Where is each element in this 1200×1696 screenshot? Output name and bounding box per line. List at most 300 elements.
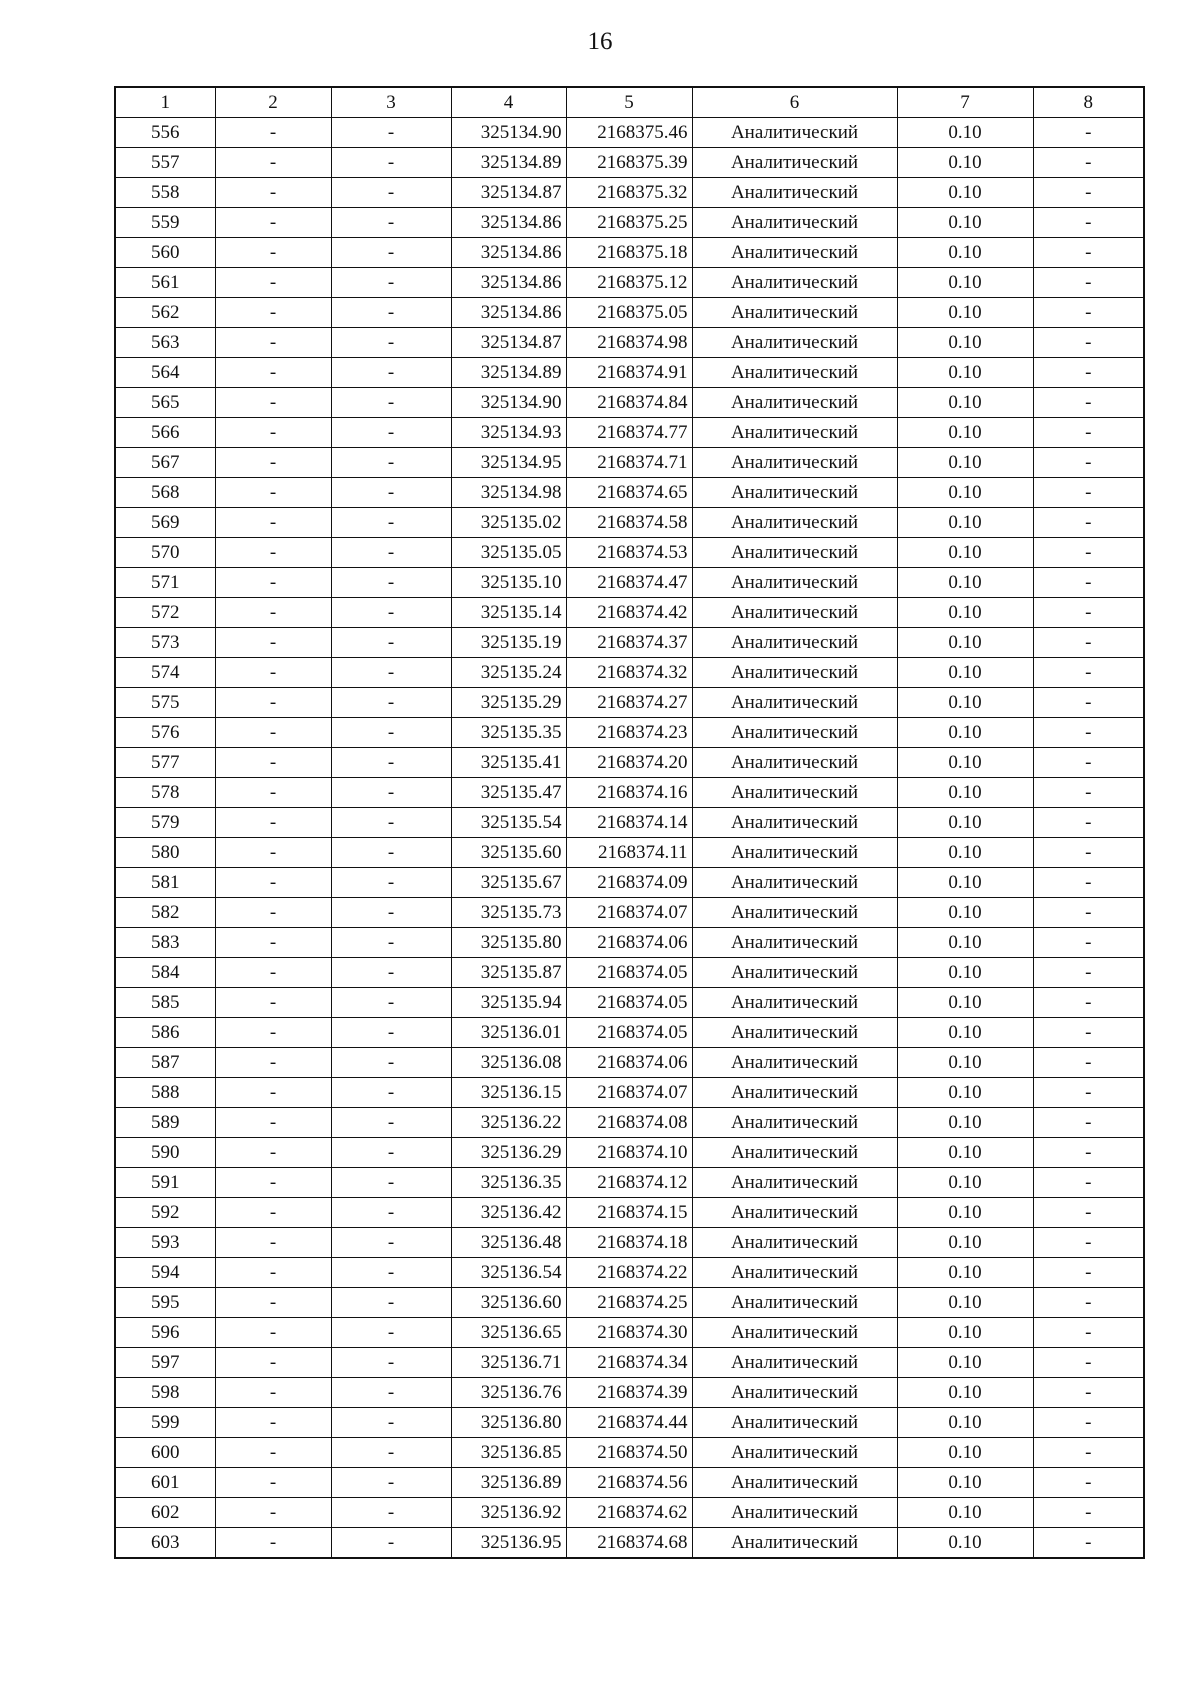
accuracy-cell: 0.10 bbox=[897, 898, 1033, 928]
col8-cell: - bbox=[1033, 658, 1144, 688]
col2-cell: - bbox=[215, 1048, 331, 1078]
point-number-cell: 597 bbox=[115, 1348, 215, 1378]
y-coordinate-cell: 2168374.10 bbox=[566, 1138, 692, 1168]
point-number-cell: 571 bbox=[115, 568, 215, 598]
col2-cell: - bbox=[215, 1498, 331, 1528]
point-number-cell: 558 bbox=[115, 178, 215, 208]
x-coordinate-cell: 325135.60 bbox=[451, 838, 566, 868]
accuracy-cell: 0.10 bbox=[897, 1018, 1033, 1048]
method-cell: Аналитический bbox=[692, 1408, 897, 1438]
table-row bbox=[115, 958, 1144, 988]
method-cell: Аналитический bbox=[692, 1258, 897, 1288]
x-coordinate-cell: 325134.93 bbox=[451, 418, 566, 448]
y-coordinate-cell: 2168374.71 bbox=[566, 448, 692, 478]
x-coordinate-cell: 325135.10 bbox=[451, 568, 566, 598]
accuracy-cell: 0.10 bbox=[897, 478, 1033, 508]
x-coordinate-cell: 325136.15 bbox=[451, 1078, 566, 1108]
table-row bbox=[115, 1438, 1144, 1468]
col2-cell: - bbox=[215, 1198, 331, 1228]
method-cell: Аналитический bbox=[692, 1378, 897, 1408]
table-row bbox=[115, 1048, 1144, 1078]
point-number-cell: 574 bbox=[115, 658, 215, 688]
col8-cell: - bbox=[1033, 1108, 1144, 1138]
accuracy-cell: 0.10 bbox=[897, 1228, 1033, 1258]
col2-cell: - bbox=[215, 1078, 331, 1108]
table-row bbox=[115, 1078, 1144, 1108]
x-coordinate-cell: 325136.85 bbox=[451, 1438, 566, 1468]
col2-cell: - bbox=[215, 568, 331, 598]
y-coordinate-cell: 2168374.62 bbox=[566, 1498, 692, 1528]
col8-cell: - bbox=[1033, 358, 1144, 388]
col3-cell: - bbox=[331, 388, 451, 418]
col8-cell: - bbox=[1033, 178, 1144, 208]
y-coordinate-cell: 2168374.15 bbox=[566, 1198, 692, 1228]
col2-cell: - bbox=[215, 1228, 331, 1258]
method-cell: Аналитический bbox=[692, 298, 897, 328]
col3-cell: - bbox=[331, 1228, 451, 1258]
point-number-cell: 578 bbox=[115, 778, 215, 808]
method-cell: Аналитический bbox=[692, 688, 897, 718]
col2-cell: - bbox=[215, 1528, 331, 1559]
x-coordinate-cell: 325136.76 bbox=[451, 1378, 566, 1408]
col3-cell: - bbox=[331, 508, 451, 538]
column-header-5: 5 bbox=[566, 87, 692, 118]
col3-cell: - bbox=[331, 1198, 451, 1228]
col3-cell: - bbox=[331, 718, 451, 748]
table-row bbox=[115, 718, 1144, 748]
y-coordinate-cell: 2168374.14 bbox=[566, 808, 692, 838]
col8-cell: - bbox=[1033, 898, 1144, 928]
col8-cell: - bbox=[1033, 988, 1144, 1018]
accuracy-cell: 0.10 bbox=[897, 538, 1033, 568]
table-row bbox=[115, 598, 1144, 628]
col8-cell: - bbox=[1033, 208, 1144, 238]
method-cell: Аналитический bbox=[692, 1078, 897, 1108]
col8-cell: - bbox=[1033, 1498, 1144, 1528]
col8-cell: - bbox=[1033, 298, 1144, 328]
col3-cell: - bbox=[331, 418, 451, 448]
table-row bbox=[115, 1498, 1144, 1528]
col8-cell: - bbox=[1033, 838, 1144, 868]
col8-cell: - bbox=[1033, 688, 1144, 718]
x-coordinate-cell: 325135.87 bbox=[451, 958, 566, 988]
accuracy-cell: 0.10 bbox=[897, 1258, 1033, 1288]
col2-cell: - bbox=[215, 208, 331, 238]
table-row bbox=[115, 1168, 1144, 1198]
point-number-cell: 566 bbox=[115, 418, 215, 448]
table-body bbox=[115, 118, 1144, 1559]
accuracy-cell: 0.10 bbox=[897, 268, 1033, 298]
column-header-1: 1 bbox=[115, 87, 215, 118]
table-row bbox=[115, 388, 1144, 418]
col8-cell: - bbox=[1033, 1288, 1144, 1318]
accuracy-cell: 0.10 bbox=[897, 1198, 1033, 1228]
col2-cell: - bbox=[215, 1378, 331, 1408]
method-cell: Аналитический bbox=[692, 898, 897, 928]
col3-cell: - bbox=[331, 568, 451, 598]
y-coordinate-cell: 2168375.12 bbox=[566, 268, 692, 298]
x-coordinate-cell: 325136.54 bbox=[451, 1258, 566, 1288]
table-row bbox=[115, 658, 1144, 688]
x-coordinate-cell: 325135.35 bbox=[451, 718, 566, 748]
accuracy-cell: 0.10 bbox=[897, 868, 1033, 898]
table-header-row bbox=[115, 87, 1144, 118]
accuracy-cell: 0.10 bbox=[897, 1048, 1033, 1078]
point-number-cell: 595 bbox=[115, 1288, 215, 1318]
method-cell: Аналитический bbox=[692, 718, 897, 748]
x-coordinate-cell: 325136.01 bbox=[451, 1018, 566, 1048]
y-coordinate-cell: 2168374.22 bbox=[566, 1258, 692, 1288]
col2-cell: - bbox=[215, 1438, 331, 1468]
table-row bbox=[115, 808, 1144, 838]
col8-cell: - bbox=[1033, 1378, 1144, 1408]
y-coordinate-cell: 2168374.25 bbox=[566, 1288, 692, 1318]
col8-cell: - bbox=[1033, 928, 1144, 958]
x-coordinate-cell: 325134.86 bbox=[451, 238, 566, 268]
table-row bbox=[115, 748, 1144, 778]
table-row bbox=[115, 628, 1144, 658]
accuracy-cell: 0.10 bbox=[897, 748, 1033, 778]
column-header-4: 4 bbox=[451, 87, 566, 118]
col2-cell: - bbox=[215, 1288, 331, 1318]
point-number-cell: 562 bbox=[115, 298, 215, 328]
col8-cell: - bbox=[1033, 388, 1144, 418]
col3-cell: - bbox=[331, 1138, 451, 1168]
y-coordinate-cell: 2168374.44 bbox=[566, 1408, 692, 1438]
x-coordinate-cell: 325135.14 bbox=[451, 598, 566, 628]
col2-cell: - bbox=[215, 448, 331, 478]
col3-cell: - bbox=[331, 1018, 451, 1048]
method-cell: Аналитический bbox=[692, 238, 897, 268]
accuracy-cell: 0.10 bbox=[897, 448, 1033, 478]
col2-cell: - bbox=[215, 1468, 331, 1498]
table-row bbox=[115, 688, 1144, 718]
y-coordinate-cell: 2168374.58 bbox=[566, 508, 692, 538]
col8-cell: - bbox=[1033, 598, 1144, 628]
col8-cell: - bbox=[1033, 1228, 1144, 1258]
method-cell: Аналитический bbox=[692, 838, 897, 868]
col2-cell: - bbox=[215, 1318, 331, 1348]
col8-cell: - bbox=[1033, 538, 1144, 568]
col2-cell: - bbox=[215, 1138, 331, 1168]
col8-cell: - bbox=[1033, 1048, 1144, 1078]
col3-cell: - bbox=[331, 1378, 451, 1408]
y-coordinate-cell: 2168374.20 bbox=[566, 748, 692, 778]
col3-cell: - bbox=[331, 118, 451, 148]
col2-cell: - bbox=[215, 598, 331, 628]
col2-cell: - bbox=[215, 988, 331, 1018]
x-coordinate-cell: 325134.90 bbox=[451, 118, 566, 148]
point-number-cell: 581 bbox=[115, 868, 215, 898]
table-row bbox=[115, 1528, 1144, 1559]
y-coordinate-cell: 2168375.32 bbox=[566, 178, 692, 208]
col8-cell: - bbox=[1033, 1078, 1144, 1108]
table-row bbox=[115, 1258, 1144, 1288]
col3-cell: - bbox=[331, 658, 451, 688]
x-coordinate-cell: 325135.02 bbox=[451, 508, 566, 538]
method-cell: Аналитический bbox=[692, 388, 897, 418]
accuracy-cell: 0.10 bbox=[897, 598, 1033, 628]
accuracy-cell: 0.10 bbox=[897, 1438, 1033, 1468]
col3-cell: - bbox=[331, 958, 451, 988]
accuracy-cell: 0.10 bbox=[897, 358, 1033, 388]
col3-cell: - bbox=[331, 208, 451, 238]
column-header-8: 8 bbox=[1033, 87, 1144, 118]
y-coordinate-cell: 2168374.47 bbox=[566, 568, 692, 598]
col3-cell: - bbox=[331, 778, 451, 808]
page-number: 16 bbox=[587, 28, 613, 55]
accuracy-cell: 0.10 bbox=[897, 628, 1033, 658]
y-coordinate-cell: 2168374.42 bbox=[566, 598, 692, 628]
col3-cell: - bbox=[331, 1468, 451, 1498]
point-number-cell: 556 bbox=[115, 118, 215, 148]
method-cell: Аналитический bbox=[692, 958, 897, 988]
y-coordinate-cell: 2168374.11 bbox=[566, 838, 692, 868]
col3-cell: - bbox=[331, 898, 451, 928]
col3-cell: - bbox=[331, 988, 451, 1018]
x-coordinate-cell: 325135.19 bbox=[451, 628, 566, 658]
accuracy-cell: 0.10 bbox=[897, 958, 1033, 988]
col2-cell: - bbox=[215, 658, 331, 688]
y-coordinate-cell: 2168374.06 bbox=[566, 928, 692, 958]
col2-cell: - bbox=[215, 178, 331, 208]
point-number-cell: 569 bbox=[115, 508, 215, 538]
col8-cell: - bbox=[1033, 1258, 1144, 1288]
col2-cell: - bbox=[215, 628, 331, 658]
accuracy-cell: 0.10 bbox=[897, 418, 1033, 448]
col2-cell: - bbox=[215, 688, 331, 718]
column-header-6: 6 bbox=[692, 87, 897, 118]
accuracy-cell: 0.10 bbox=[897, 568, 1033, 598]
col2-cell: - bbox=[215, 1348, 331, 1378]
accuracy-cell: 0.10 bbox=[897, 1108, 1033, 1138]
col2-cell: - bbox=[215, 148, 331, 178]
col8-cell: - bbox=[1033, 1168, 1144, 1198]
method-cell: Аналитический bbox=[692, 208, 897, 238]
col2-cell: - bbox=[215, 388, 331, 418]
point-number-cell: 577 bbox=[115, 748, 215, 778]
method-cell: Аналитический bbox=[692, 928, 897, 958]
x-coordinate-cell: 325135.94 bbox=[451, 988, 566, 1018]
x-coordinate-cell: 325135.47 bbox=[451, 778, 566, 808]
table-row bbox=[115, 988, 1144, 1018]
table-row bbox=[115, 538, 1144, 568]
col3-cell: - bbox=[331, 1348, 451, 1378]
method-cell: Аналитический bbox=[692, 1438, 897, 1468]
method-cell: Аналитический bbox=[692, 808, 897, 838]
point-number-cell: 586 bbox=[115, 1018, 215, 1048]
y-coordinate-cell: 2168374.37 bbox=[566, 628, 692, 658]
y-coordinate-cell: 2168375.18 bbox=[566, 238, 692, 268]
y-coordinate-cell: 2168374.18 bbox=[566, 1228, 692, 1258]
col2-cell: - bbox=[215, 358, 331, 388]
method-cell: Аналитический bbox=[692, 148, 897, 178]
point-number-cell: 565 bbox=[115, 388, 215, 418]
col2-cell: - bbox=[215, 1408, 331, 1438]
col3-cell: - bbox=[331, 1288, 451, 1318]
accuracy-cell: 0.10 bbox=[897, 1348, 1033, 1378]
table-row bbox=[115, 1018, 1144, 1048]
col3-cell: - bbox=[331, 688, 451, 718]
col3-cell: - bbox=[331, 1168, 451, 1198]
point-number-cell: 583 bbox=[115, 928, 215, 958]
column-header-7: 7 bbox=[897, 87, 1033, 118]
col8-cell: - bbox=[1033, 1318, 1144, 1348]
point-number-cell: 580 bbox=[115, 838, 215, 868]
table-row bbox=[115, 358, 1144, 388]
col3-cell: - bbox=[331, 358, 451, 388]
y-coordinate-cell: 2168375.05 bbox=[566, 298, 692, 328]
table-row bbox=[115, 1108, 1144, 1138]
column-header-2: 2 bbox=[215, 87, 331, 118]
table-row bbox=[115, 508, 1144, 538]
method-cell: Аналитический bbox=[692, 1348, 897, 1378]
table-row bbox=[115, 1348, 1144, 1378]
accuracy-cell: 0.10 bbox=[897, 1408, 1033, 1438]
col8-cell: - bbox=[1033, 628, 1144, 658]
method-cell: Аналитический bbox=[692, 178, 897, 208]
col8-cell: - bbox=[1033, 958, 1144, 988]
col2-cell: - bbox=[215, 238, 331, 268]
col8-cell: - bbox=[1033, 268, 1144, 298]
method-cell: Аналитический bbox=[692, 628, 897, 658]
col2-cell: - bbox=[215, 718, 331, 748]
point-number-cell: 564 bbox=[115, 358, 215, 388]
method-cell: Аналитический bbox=[692, 448, 897, 478]
table-row bbox=[115, 928, 1144, 958]
accuracy-cell: 0.10 bbox=[897, 718, 1033, 748]
point-number-cell: 561 bbox=[115, 268, 215, 298]
col2-cell: - bbox=[215, 418, 331, 448]
accuracy-cell: 0.10 bbox=[897, 1138, 1033, 1168]
method-cell: Аналитический bbox=[692, 868, 897, 898]
point-number-cell: 598 bbox=[115, 1378, 215, 1408]
x-coordinate-cell: 325134.87 bbox=[451, 178, 566, 208]
col2-cell: - bbox=[215, 1108, 331, 1138]
table-row bbox=[115, 148, 1144, 178]
point-number-cell: 567 bbox=[115, 448, 215, 478]
accuracy-cell: 0.10 bbox=[897, 688, 1033, 718]
x-coordinate-cell: 325136.80 bbox=[451, 1408, 566, 1438]
point-number-cell: 602 bbox=[115, 1498, 215, 1528]
col8-cell: - bbox=[1033, 1438, 1144, 1468]
accuracy-cell: 0.10 bbox=[897, 1468, 1033, 1498]
x-coordinate-cell: 325135.29 bbox=[451, 688, 566, 718]
col8-cell: - bbox=[1033, 808, 1144, 838]
y-coordinate-cell: 2168374.07 bbox=[566, 898, 692, 928]
method-cell: Аналитический bbox=[692, 598, 897, 628]
y-coordinate-cell: 2168374.34 bbox=[566, 1348, 692, 1378]
y-coordinate-cell: 2168374.08 bbox=[566, 1108, 692, 1138]
method-cell: Аналитический bbox=[692, 268, 897, 298]
accuracy-cell: 0.10 bbox=[897, 328, 1033, 358]
method-cell: Аналитический bbox=[692, 538, 897, 568]
point-number-cell: 592 bbox=[115, 1198, 215, 1228]
col2-cell: - bbox=[215, 928, 331, 958]
point-number-cell: 568 bbox=[115, 478, 215, 508]
x-coordinate-cell: 325136.42 bbox=[451, 1198, 566, 1228]
col2-cell: - bbox=[215, 898, 331, 928]
table-row bbox=[115, 1468, 1144, 1498]
point-number-cell: 587 bbox=[115, 1048, 215, 1078]
point-number-cell: 570 bbox=[115, 538, 215, 568]
accuracy-cell: 0.10 bbox=[897, 298, 1033, 328]
col8-cell: - bbox=[1033, 748, 1144, 778]
col8-cell: - bbox=[1033, 418, 1144, 448]
point-number-cell: 591 bbox=[115, 1168, 215, 1198]
col8-cell: - bbox=[1033, 1468, 1144, 1498]
table-row bbox=[115, 838, 1144, 868]
col8-cell: - bbox=[1033, 718, 1144, 748]
col3-cell: - bbox=[331, 1438, 451, 1468]
accuracy-cell: 0.10 bbox=[897, 1378, 1033, 1408]
method-cell: Аналитический bbox=[692, 1528, 897, 1559]
col3-cell: - bbox=[331, 1258, 451, 1288]
col8-cell: - bbox=[1033, 1138, 1144, 1168]
accuracy-cell: 0.10 bbox=[897, 208, 1033, 238]
y-coordinate-cell: 2168374.32 bbox=[566, 658, 692, 688]
method-cell: Аналитический bbox=[692, 358, 897, 388]
y-coordinate-cell: 2168374.05 bbox=[566, 988, 692, 1018]
col2-cell: - bbox=[215, 1258, 331, 1288]
table-row bbox=[115, 208, 1144, 238]
x-coordinate-cell: 325134.89 bbox=[451, 358, 566, 388]
x-coordinate-cell: 325134.86 bbox=[451, 208, 566, 238]
method-cell: Аналитический bbox=[692, 1498, 897, 1528]
x-coordinate-cell: 325134.95 bbox=[451, 448, 566, 478]
method-cell: Аналитический bbox=[692, 988, 897, 1018]
accuracy-cell: 0.10 bbox=[897, 1168, 1033, 1198]
y-coordinate-cell: 2168374.98 bbox=[566, 328, 692, 358]
y-coordinate-cell: 2168374.30 bbox=[566, 1318, 692, 1348]
method-cell: Аналитический bbox=[692, 1228, 897, 1258]
table-row bbox=[115, 178, 1144, 208]
accuracy-cell: 0.10 bbox=[897, 388, 1033, 418]
method-cell: Аналитический bbox=[692, 1048, 897, 1078]
method-cell: Аналитический bbox=[692, 1318, 897, 1348]
method-cell: Аналитический bbox=[692, 1198, 897, 1228]
accuracy-cell: 0.10 bbox=[897, 1498, 1033, 1528]
col8-cell: - bbox=[1033, 1528, 1144, 1559]
col2-cell: - bbox=[215, 268, 331, 298]
table-row bbox=[115, 568, 1144, 598]
point-number-cell: 559 bbox=[115, 208, 215, 238]
table-row bbox=[115, 328, 1144, 358]
point-number-cell: 603 bbox=[115, 1528, 215, 1559]
accuracy-cell: 0.10 bbox=[897, 928, 1033, 958]
coordinates-table bbox=[114, 86, 1145, 1559]
point-number-cell: 600 bbox=[115, 1438, 215, 1468]
col8-cell: - bbox=[1033, 238, 1144, 268]
accuracy-cell: 0.10 bbox=[897, 808, 1033, 838]
method-cell: Аналитический bbox=[692, 748, 897, 778]
col2-cell: - bbox=[215, 478, 331, 508]
column-header-3: 3 bbox=[331, 87, 451, 118]
point-number-cell: 582 bbox=[115, 898, 215, 928]
point-number-cell: 573 bbox=[115, 628, 215, 658]
x-coordinate-cell: 325135.80 bbox=[451, 928, 566, 958]
x-coordinate-cell: 325136.35 bbox=[451, 1168, 566, 1198]
method-cell: Аналитический bbox=[692, 778, 897, 808]
x-coordinate-cell: 325134.90 bbox=[451, 388, 566, 418]
point-number-cell: 589 bbox=[115, 1108, 215, 1138]
col2-cell: - bbox=[215, 1168, 331, 1198]
x-coordinate-cell: 325136.22 bbox=[451, 1108, 566, 1138]
x-coordinate-cell: 325136.48 bbox=[451, 1228, 566, 1258]
point-number-cell: 588 bbox=[115, 1078, 215, 1108]
col3-cell: - bbox=[331, 1108, 451, 1138]
accuracy-cell: 0.10 bbox=[897, 118, 1033, 148]
